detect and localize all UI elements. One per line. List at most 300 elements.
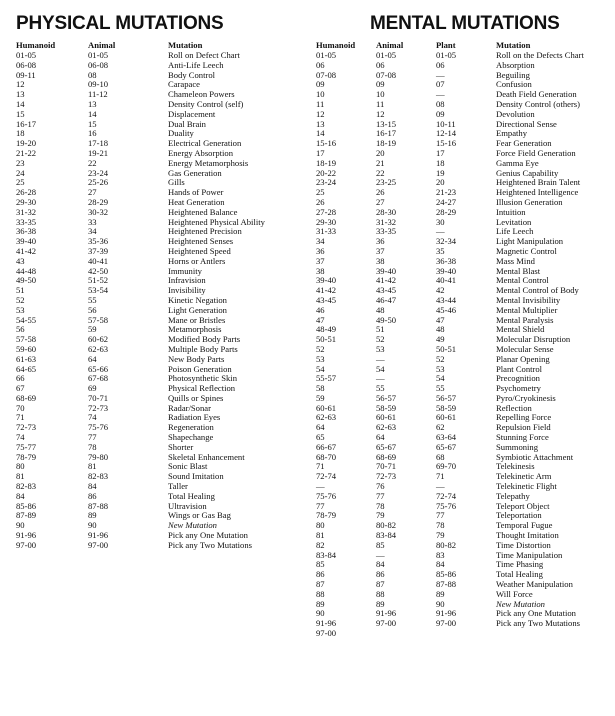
roll-range-cell: 07-08	[316, 69, 337, 80]
roll-range-cell: 56-57	[436, 392, 457, 403]
roll-range-cell: 24	[16, 167, 25, 178]
roll-range-cell: 67-68	[88, 373, 109, 384]
roll-range-cell: 21-23	[436, 187, 457, 198]
roll-range-cell: 01-05	[88, 50, 109, 60]
roll-range-cell: 78-79	[16, 451, 37, 462]
mutation-cell: Pick any Two Mutations	[496, 618, 580, 629]
roll-range-cell: 11	[316, 98, 325, 109]
roll-range-cell: 54	[316, 363, 325, 374]
roll-range-cell: 75-77	[16, 441, 37, 452]
roll-range-cell: 12	[376, 108, 385, 119]
roll-range-cell: 64-65	[16, 363, 37, 374]
mutation-cell: Stunning Force	[496, 432, 549, 443]
roll-range-cell: 87	[316, 579, 325, 590]
mutation-cell: New Mutation	[168, 520, 217, 531]
roll-range-cell: 87-88	[88, 500, 109, 511]
roll-range-cell: 60-61	[376, 412, 397, 423]
mutation-cell: Sound Imitation	[168, 471, 224, 482]
roll-range-cell: 84	[16, 490, 25, 501]
mutation-cell: Repelling Force	[496, 412, 552, 423]
roll-range-cell: 80-82	[376, 520, 397, 531]
roll-range-cell: 18	[436, 157, 445, 168]
roll-range-cell: 49-50	[16, 275, 37, 286]
mutation-cell: Anti-Life Leech	[168, 59, 224, 70]
roll-range-cell: 34	[88, 226, 97, 237]
roll-range-cell: 82-83	[88, 471, 109, 482]
roll-range-cell: 14	[16, 98, 25, 109]
mutation-cell: Sonic Blast	[168, 461, 208, 472]
roll-range-cell: 19-20	[16, 138, 37, 149]
mutation-cell: Mental Paralysis	[496, 314, 554, 325]
roll-range-cell: 77	[316, 500, 325, 511]
roll-range-cell: 68-69	[16, 392, 37, 403]
roll-range-cell: 91-96	[376, 608, 397, 619]
roll-range-cell: 49	[436, 334, 445, 345]
roll-range-cell: 56	[16, 324, 25, 335]
roll-range-cell: 49-50	[376, 314, 397, 325]
roll-range-cell: 22	[376, 167, 385, 178]
roll-range-cell: 56-57	[376, 392, 397, 403]
roll-range-cell: 54	[376, 363, 385, 374]
roll-range-cell: 01-05	[436, 50, 457, 60]
roll-range-cell: 46-47	[376, 294, 397, 305]
roll-range-cell: 90	[316, 608, 325, 619]
roll-range-cell: 87	[376, 579, 385, 590]
roll-range-cell: 72-73	[16, 422, 37, 433]
mutation-cell: Pick any One Mutation	[168, 530, 248, 541]
mutation-cell: Shorter	[168, 441, 194, 452]
mutation-cell	[496, 629, 584, 639]
roll-range-cell: 10	[376, 89, 385, 100]
mutation-cell: Force Field Generation	[496, 147, 576, 158]
roll-range-cell: 25	[316, 187, 325, 198]
roll-range-cell: 06-08	[88, 59, 109, 70]
roll-range-cell: 13	[316, 118, 325, 129]
roll-range-cell: 41-42	[316, 285, 337, 296]
roll-range-cell: 89	[88, 510, 97, 521]
roll-range-cell: 86	[316, 569, 325, 580]
roll-range-cell: 89	[316, 598, 325, 609]
roll-range-cell: 50-51	[316, 334, 337, 345]
roll-range-cell: 15	[88, 118, 97, 129]
roll-range-cell: 53	[436, 363, 445, 374]
mutation-cell: Devolution	[496, 108, 535, 119]
roll-range-cell: 75-76	[316, 490, 337, 501]
mutation-cell: Mental Blast	[496, 265, 541, 276]
mutation-cell: Time Distortion	[496, 539, 551, 550]
roll-range-cell: 10	[316, 89, 325, 100]
roll-range-cell: 25-26	[88, 177, 109, 188]
mutation-cell: Repulsion Field	[496, 422, 551, 433]
roll-range-cell: 13	[88, 98, 97, 109]
roll-range-cell: 14	[88, 108, 97, 119]
roll-range-cell: 69	[88, 383, 97, 394]
mutation-cell: Density Control (self)	[168, 98, 244, 109]
roll-range-cell: 13-15	[376, 118, 397, 129]
mutation-cell: Energy Absorption	[168, 147, 234, 158]
roll-range-cell: 26	[376, 187, 385, 198]
roll-range-cell: 55	[376, 383, 385, 394]
roll-range-cell: 32-34	[436, 236, 457, 247]
roll-range-cell: 70	[16, 402, 25, 413]
roll-range-cell: 90	[88, 520, 97, 531]
roll-range-cell: 19-21	[88, 147, 109, 158]
roll-range-cell: 42-50	[88, 265, 109, 276]
roll-range-cell: 83	[436, 549, 445, 560]
physical-humanoid-header: Humanoid	[16, 40, 56, 50]
roll-range-cell: 82-83	[16, 481, 37, 492]
mutation-cell: Fear Generation	[496, 138, 552, 149]
roll-range-cell: 60-61	[436, 412, 457, 423]
roll-range-cell: 97-00	[88, 539, 109, 550]
roll-range-cell: 51-52	[88, 275, 109, 286]
roll-range-cell: 08	[436, 98, 445, 109]
mutation-cell: Molecular Disruption	[496, 334, 571, 345]
mutation-cell: Mental Invisibility	[496, 294, 561, 305]
roll-range-cell: 30-32	[88, 206, 109, 217]
mutation-cell: Heightened Brain Talent	[496, 177, 581, 188]
mutation-cell: Density Control (others)	[496, 98, 581, 109]
roll-range-cell: 79	[376, 510, 385, 521]
roll-range-cell: 80	[316, 520, 325, 531]
roll-range-cell: 86	[376, 569, 385, 580]
roll-range-cell: 33	[88, 216, 97, 227]
roll-range-cell: 90	[16, 520, 25, 531]
mental-plant-column	[436, 51, 456, 639]
mutation-cell: Teleport Object	[496, 500, 550, 511]
roll-range-cell: 43-44	[436, 294, 457, 305]
roll-range-cell: 19	[436, 167, 445, 178]
mutation-cell: Thought Imitation	[496, 530, 559, 541]
roll-range-cell: 54-55	[16, 314, 37, 325]
roll-range-cell: 77	[88, 432, 97, 443]
mutation-cell: Quills or Spines	[168, 392, 224, 403]
roll-range-cell: 08	[88, 69, 97, 80]
mutation-cell: Multiple Body Parts	[168, 343, 238, 354]
roll-range-cell: 20-22	[316, 167, 337, 178]
roll-range-cell: 20	[376, 147, 385, 158]
roll-range-cell: 38	[376, 255, 385, 266]
roll-range-cell: 09	[316, 79, 325, 90]
roll-range-cell: 12-14	[436, 128, 457, 139]
roll-range-cell: 47	[436, 314, 445, 325]
mutation-cell: Skeletal Enhancement	[168, 451, 245, 462]
roll-range-cell: 31-33	[316, 226, 337, 237]
mutation-cell: Heightened Senses	[168, 236, 234, 247]
mutation-cell: Absorption	[496, 59, 535, 70]
mutation-cell: Heat Generation	[168, 196, 225, 207]
roll-range-cell: 27	[88, 187, 97, 198]
mutation-cell: Dual Brain	[168, 118, 206, 129]
mutation-cell: Teleportation	[496, 510, 542, 521]
mutation-cell: New Body Parts	[168, 353, 225, 364]
roll-range-cell: 11-12	[88, 89, 108, 100]
mutation-cell: Heightened Physical Ability	[168, 216, 265, 227]
roll-range-cell: 58-59	[376, 402, 397, 413]
roll-range-cell: 39-40	[376, 265, 397, 276]
roll-range-cell: 06	[376, 59, 385, 70]
mutation-cell: Summoning	[496, 441, 539, 452]
roll-range-cell: 48-49	[316, 324, 337, 335]
mental-animal-column	[376, 51, 396, 639]
mutation-cell: Levitation	[496, 216, 532, 227]
roll-range-cell: 84	[436, 559, 445, 570]
roll-range-cell: 39-40	[16, 236, 37, 247]
roll-range-cell: 55	[436, 383, 445, 394]
physical-animal-header: Animal	[88, 40, 116, 50]
roll-range-cell: 10-11	[436, 118, 456, 129]
mutation-cell: Will Force	[496, 588, 533, 599]
mutation-cell: Heightened Intelligence	[496, 187, 579, 198]
roll-range-cell: 78	[376, 500, 385, 511]
roll-range-cell: 27-28	[316, 206, 337, 217]
roll-range-cell: 50-51	[436, 343, 457, 354]
mutation-cell: Radiation Eyes	[168, 412, 221, 423]
roll-range-cell: 52	[376, 334, 385, 345]
roll-range-cell: 81	[316, 530, 325, 541]
physical-mutation-header: Mutation	[168, 40, 203, 50]
roll-range-cell: 72-74	[316, 471, 337, 482]
roll-range-cell: 15-16	[436, 138, 457, 149]
mutation-cell: Beguiling	[496, 69, 530, 80]
roll-range-cell: 58-59	[436, 402, 457, 413]
roll-range-cell: 41-42	[16, 245, 37, 256]
mutation-cell: Heightened Balance	[168, 206, 238, 217]
mutation-cell: Telekinetic Flight	[496, 481, 557, 492]
mental-plant-header: Plant	[436, 40, 456, 50]
roll-range-cell: 79	[436, 530, 445, 541]
mental-mutation-header: Mutation	[496, 40, 531, 50]
mutation-cell: Genius Capability	[496, 167, 559, 178]
roll-range-cell: 24-27	[436, 196, 457, 207]
roll-range-cell: 78-79	[316, 510, 337, 521]
mental-humanoid-column	[316, 51, 336, 639]
mental-animal-header: Animal	[376, 40, 404, 50]
mutation-cell: Invisibility	[168, 285, 206, 296]
roll-range-cell: 07-08	[376, 69, 397, 80]
roll-range-cell: 83-84	[316, 549, 337, 560]
roll-range-cell: 88	[376, 588, 385, 599]
roll-range-cell: 36	[376, 236, 385, 247]
roll-range-cell: 89	[376, 598, 385, 609]
roll-range-cell: 31-32	[16, 206, 37, 217]
roll-range-cell: 66-67	[316, 441, 337, 452]
roll-range-cell: 87-88	[436, 579, 457, 590]
mutation-cell: Hands of Power	[168, 187, 224, 198]
roll-range-cell: 36-38	[16, 226, 37, 237]
roll-range-cell: 29-30	[16, 196, 37, 207]
roll-range-cell: 55-57	[316, 373, 337, 384]
mutation-cell: Pick any One Mutation	[496, 608, 576, 619]
roll-range-cell: 91-96	[436, 608, 457, 619]
roll-range-cell: 61-63	[16, 353, 37, 364]
roll-range-cell: 80	[16, 461, 25, 472]
roll-range-cell: 84	[88, 481, 97, 492]
mutation-cell: Gills	[168, 177, 185, 188]
roll-range-cell: 43-45	[316, 294, 337, 305]
mutation-cell: Roll on the Defects Chart	[496, 50, 584, 60]
roll-range-cell: 60-61	[316, 402, 337, 413]
roll-range-cell: 59-60	[16, 343, 37, 354]
roll-range-cell: 52	[16, 294, 25, 305]
roll-range-cell: 82	[316, 539, 325, 550]
roll-range-cell: 71	[316, 461, 325, 472]
roll-range-cell: 65	[316, 432, 325, 443]
roll-range-cell: 12	[16, 79, 25, 90]
roll-range-cell: 85-86	[436, 569, 457, 580]
mutation-cell: Gas Generation	[168, 167, 222, 178]
roll-range-cell: 85-86	[16, 500, 37, 511]
mutation-cell: Mass Mind	[496, 255, 535, 266]
mutation-cell: Telekinetic Arm	[496, 471, 552, 482]
roll-range-cell: 21-22	[16, 147, 37, 158]
roll-range-cell: 79-80	[88, 451, 109, 462]
mutation-cell: New Mutation	[496, 598, 545, 609]
mutation-cell: Electrical Generation	[168, 138, 242, 149]
mutation-cell: Reflection	[496, 402, 532, 413]
roll-range-cell: —	[376, 549, 385, 560]
roll-range-cell: 72-73	[376, 471, 397, 482]
roll-range-cell: 33-35	[376, 226, 397, 237]
mutation-cell: Heightened Precision	[168, 226, 242, 237]
roll-range-cell: 26-28	[16, 187, 37, 198]
roll-range-cell: 21	[376, 157, 385, 168]
roll-range-cell: 33-35	[16, 216, 37, 227]
physical-mutations-title: PHYSICAL MUTATIONS	[16, 13, 224, 34]
roll-range-cell: 28-29	[436, 206, 457, 217]
roll-range-cell	[376, 629, 396, 639]
roll-range-cell: 35-36	[88, 236, 109, 247]
roll-range-cell: 01-05	[316, 50, 337, 60]
mutation-cell: Poison Generation	[168, 363, 232, 374]
roll-range-cell: 75-76	[88, 422, 109, 433]
roll-range-cell: 40-41	[436, 275, 457, 286]
mutation-cell: Psychometry	[496, 383, 541, 394]
roll-range-cell: 28-29	[88, 196, 109, 207]
roll-range-cell: 72-73	[88, 402, 109, 413]
roll-range-cell: 54	[436, 373, 445, 384]
mutation-cell: Confusion	[496, 79, 532, 90]
roll-range-cell: 18-19	[316, 157, 337, 168]
roll-range-cell: 26	[316, 196, 325, 207]
roll-range-cell: 23-24	[88, 167, 109, 178]
roll-range-cell: 42	[436, 285, 445, 296]
mental-mutation-column	[496, 51, 584, 639]
roll-range-cell: 06	[316, 59, 325, 70]
roll-range-cell: 52	[436, 353, 445, 364]
mutation-cell: Body Control	[168, 69, 216, 80]
mutation-cell: Illusion Generation	[496, 196, 563, 207]
roll-range-cell: 53	[376, 343, 385, 354]
roll-range-cell: 31-32	[376, 216, 397, 227]
mutation-cell: Total Healing	[168, 490, 215, 501]
roll-range-cell: 43	[16, 255, 25, 266]
roll-range-cell: 66	[16, 373, 25, 384]
roll-range-cell: 39-40	[316, 275, 337, 286]
roll-range-cell: 01-05	[16, 50, 37, 60]
roll-range-cell: 52	[316, 343, 325, 354]
mutation-cell: Mental Control of Body	[496, 285, 579, 296]
mutation-cell: Mental Control	[496, 275, 549, 286]
mutation-cell: Kinetic Negation	[168, 294, 227, 305]
roll-range-cell: 68-69	[376, 451, 397, 462]
roll-range-cell: 09	[376, 79, 385, 90]
roll-range-cell: 62	[436, 422, 445, 433]
roll-range-cell: 74	[88, 412, 97, 423]
roll-range-cell: 78	[88, 441, 97, 452]
roll-range-cell: 23	[16, 157, 25, 168]
roll-range-cell: 64	[376, 432, 385, 443]
roll-range-cell: 77	[376, 490, 385, 501]
roll-range-cell: 28-30	[376, 206, 397, 217]
roll-range-cell: 37-39	[88, 245, 109, 256]
mutation-cell: Total Healing	[496, 569, 543, 580]
roll-range-cell: 34	[316, 236, 325, 247]
roll-range-cell: 97-00	[436, 618, 457, 629]
mutation-cell: Time Manipulation	[496, 549, 563, 560]
roll-range-cell: 23-24	[316, 177, 337, 188]
mutation-cell: Modified Body Parts	[168, 334, 241, 345]
roll-range-cell: 07	[436, 79, 445, 90]
roll-range-cell: 72-74	[436, 490, 457, 501]
roll-range-cell: 65-67	[376, 441, 397, 452]
roll-range-cell: 06-08	[16, 59, 37, 70]
roll-range-cell: 70-71	[88, 392, 109, 403]
physical-animal-column	[88, 51, 108, 551]
roll-range-cell: 64	[316, 422, 325, 433]
mutation-cell: Immunity	[168, 265, 202, 276]
roll-range-cell: 55	[88, 294, 97, 305]
roll-range-cell: 15-16	[316, 138, 337, 149]
roll-range-cell: 75-76	[436, 500, 457, 511]
roll-range-cell: 62-63	[88, 343, 109, 354]
mutation-cell: Telepathy	[496, 490, 530, 501]
roll-range-cell: 22	[88, 157, 97, 168]
mutation-cell: Telekinesis	[496, 461, 535, 472]
roll-range-cell: —	[436, 226, 445, 237]
roll-range-cell: 38	[316, 265, 325, 276]
mutation-cell: Radar/Sonar	[168, 402, 211, 413]
mutation-cell: Death Field Generation	[496, 89, 577, 100]
mutation-cell: Magnetic Control	[496, 245, 557, 256]
mutation-cell: Infravision	[168, 275, 206, 286]
roll-range-cell: 81	[16, 471, 25, 482]
mutation-cell: Mane or Bristles	[168, 314, 226, 325]
roll-range-cell: 58	[316, 383, 325, 394]
roll-range-cell: 01-05	[376, 50, 397, 60]
mutation-cell: Weather Manipulation	[496, 579, 573, 590]
roll-range-cell: 17	[436, 147, 445, 158]
roll-range-cell: 35	[436, 245, 445, 256]
roll-range-cell: 16	[88, 128, 97, 139]
mutation-cell: Pyro/Cryokinesis	[496, 392, 556, 403]
mutation-cell: Duality	[168, 128, 194, 139]
roll-range-cell: 91-96	[88, 530, 109, 541]
roll-range-cell: 88	[316, 588, 325, 599]
roll-range-cell: 46	[316, 304, 325, 315]
roll-range-cell: 15	[16, 108, 25, 119]
roll-range-cell: 84	[376, 559, 385, 570]
mutation-cell: Empathy	[496, 128, 528, 139]
mutation-cell: Shapechange	[168, 432, 214, 443]
mutation-cell: Symbiotic Attachment	[496, 451, 574, 462]
roll-range-cell: 71	[436, 471, 445, 482]
roll-range-cell: 20	[436, 177, 445, 188]
mutation-cell: Physical Reflection	[168, 383, 236, 394]
mutation-cell: Light Manipulation	[496, 236, 564, 247]
mutation-cell: Chameleon Powers	[168, 89, 235, 100]
roll-range-cell: 59	[88, 324, 97, 335]
